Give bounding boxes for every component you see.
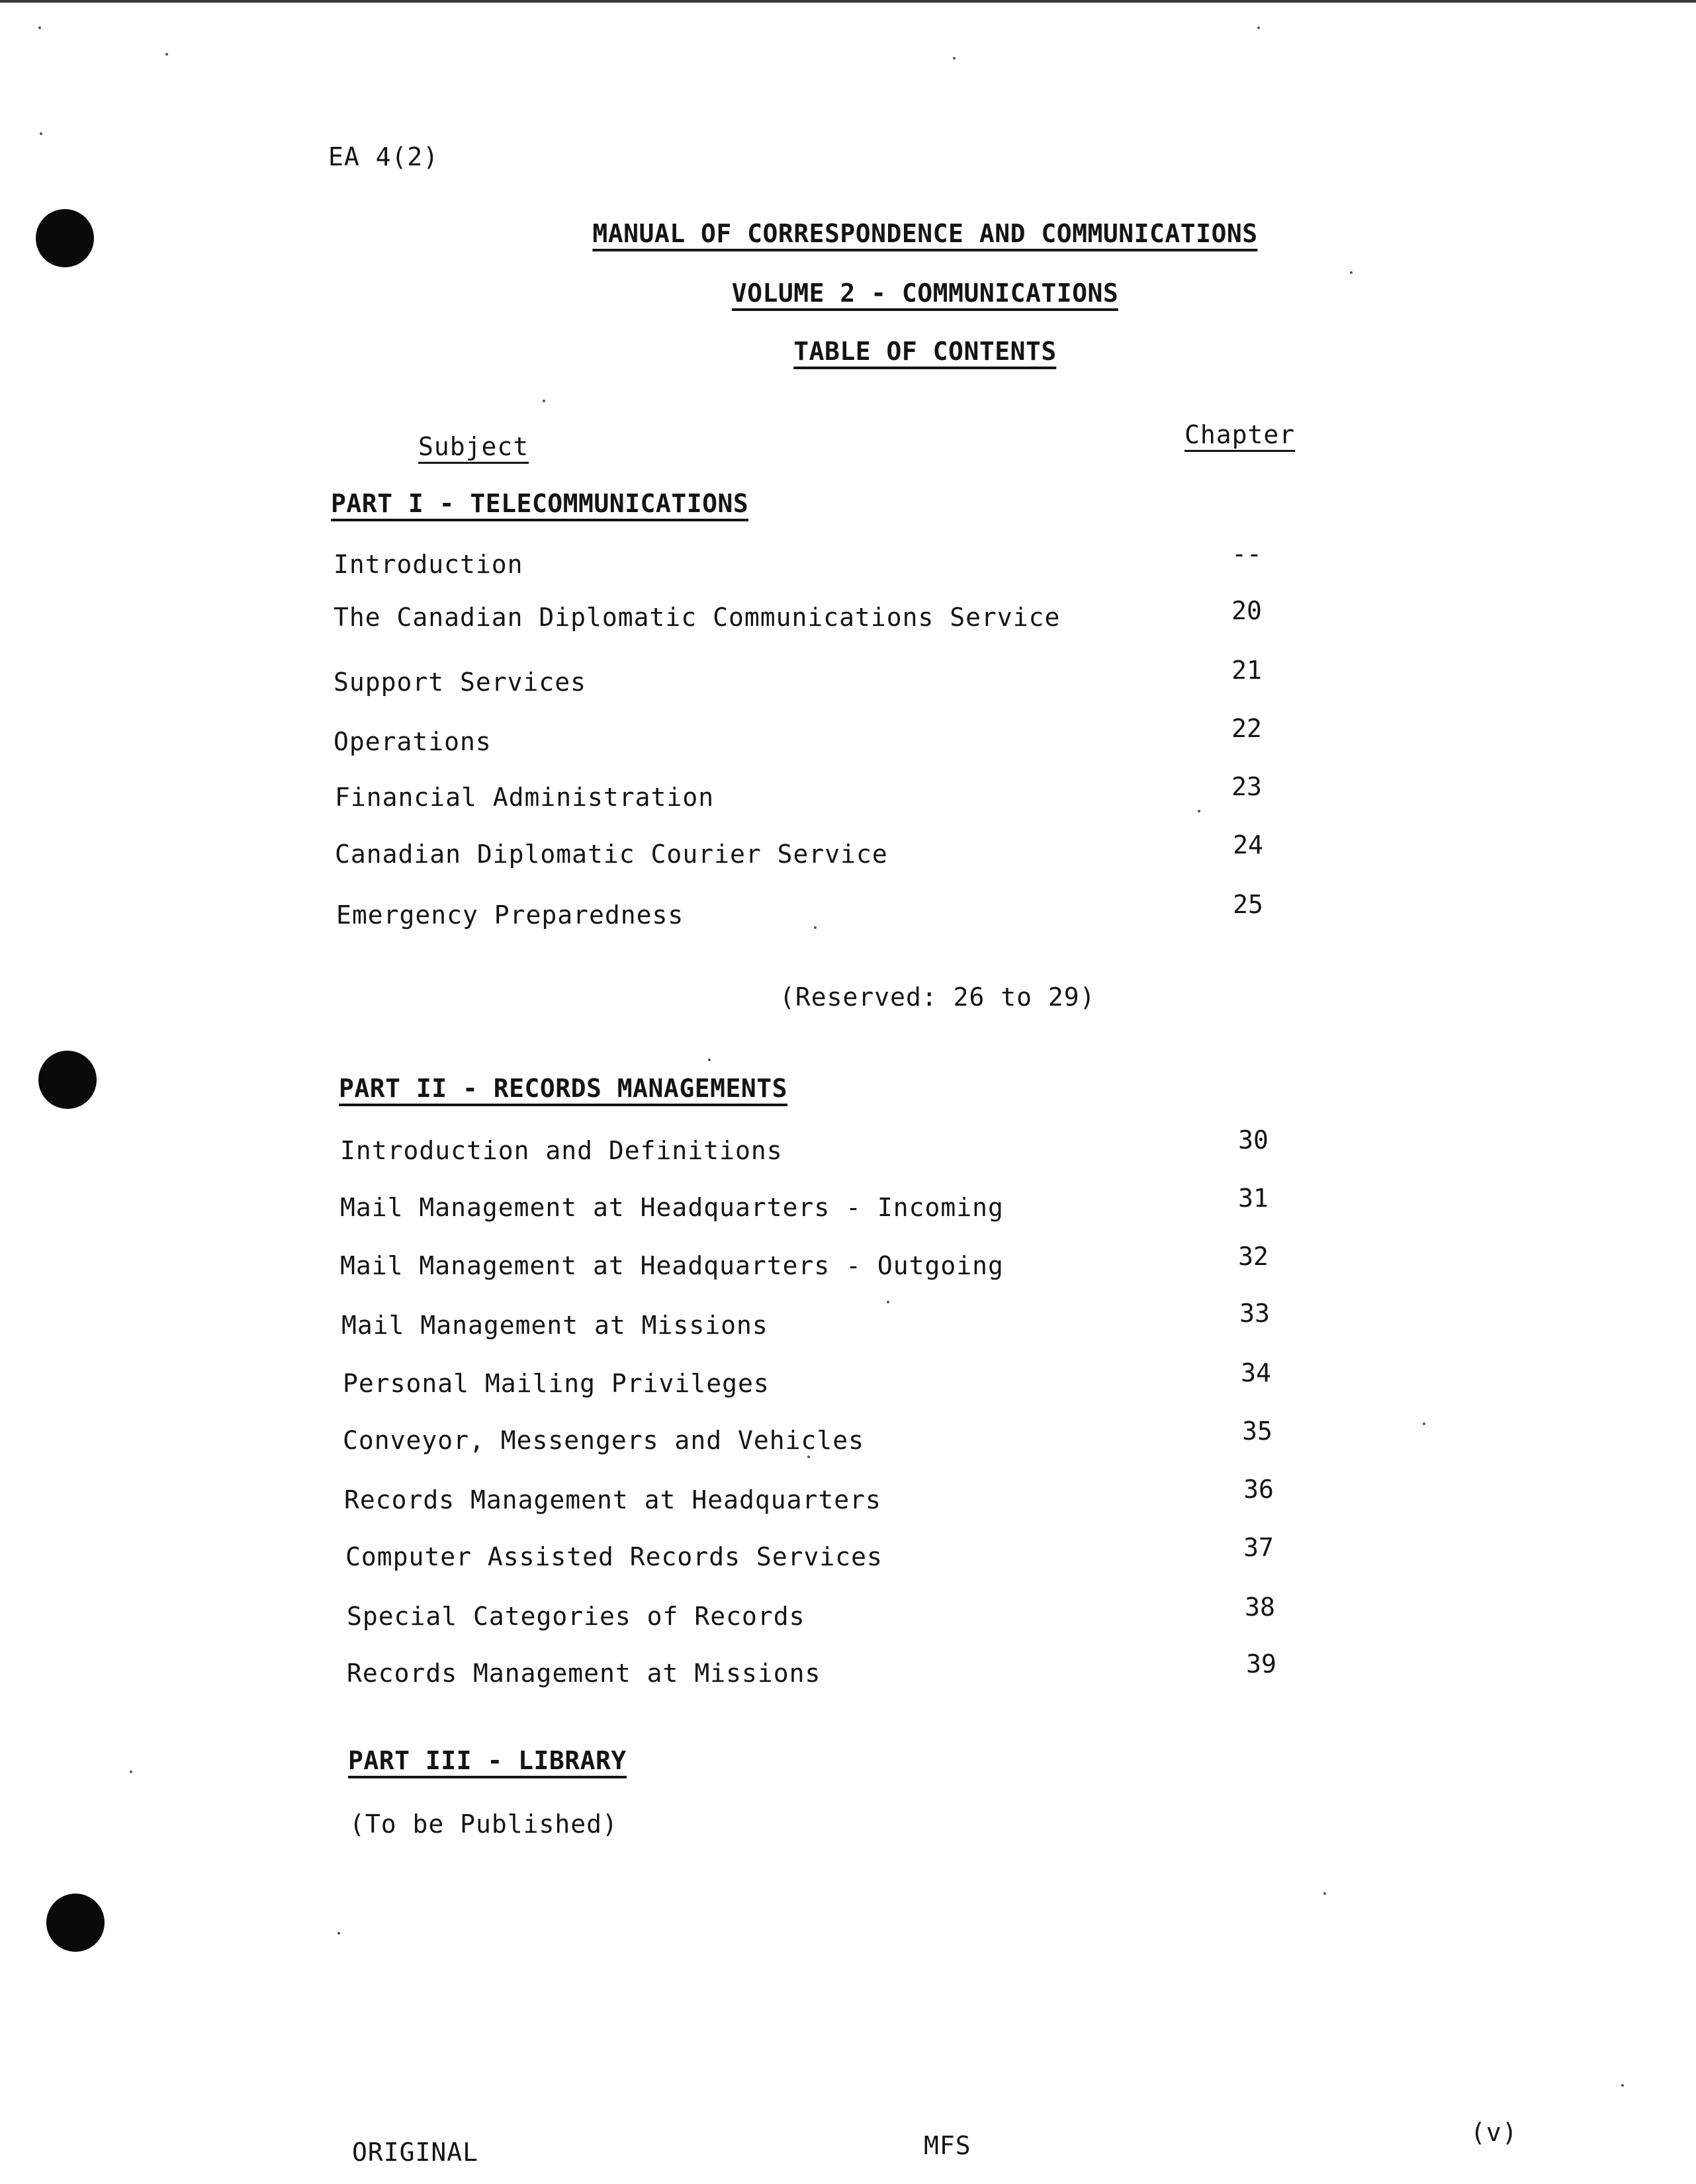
scan-top-edge	[0, 0, 1696, 3]
scan-speck	[38, 26, 41, 29]
toc-entry-subject: Mail Management at Missions	[341, 1311, 768, 1340]
toc-entry-chapter: 23	[1231, 772, 1262, 801]
toc-entry-subject: Personal Mailing Privileges	[343, 1369, 770, 1398]
scan-speck	[1323, 1892, 1326, 1895]
toc-entry-subject: Support Services	[334, 668, 587, 697]
scan-speck	[130, 1770, 132, 1773]
toc-entry-subject: Special Categories of Records	[347, 1602, 805, 1631]
scan-speck	[1621, 2084, 1624, 2087]
part-heading: PART II - RECORDS MANAGEMENTS	[339, 1076, 787, 1106]
toc-entry-chapter: 38	[1245, 1593, 1275, 1622]
scan-speck	[165, 53, 168, 56]
toc-entry-subject: Computer Assisted Records Services	[345, 1542, 883, 1571]
toc-entry-chapter: 37	[1243, 1533, 1274, 1562]
toc-entry-chapter: 31	[1238, 1184, 1269, 1213]
toc-entry-chapter: 39	[1246, 1649, 1276, 1679]
scan-speck	[337, 1932, 340, 1935]
toc-entry-subject: Mail Management at Headquarters - Outgoing	[340, 1251, 1004, 1280]
part-heading: PART III - LIBRARY	[348, 1748, 627, 1778]
toc-entry-chapter: 35	[1242, 1417, 1272, 1446]
scan-speck	[708, 1059, 711, 1061]
footer-mfs: MFS	[924, 2131, 971, 2160]
volume-title: VOLUME 2 - COMMUNICATIONS	[732, 281, 1118, 311]
toc-entry-chapter: 25	[1233, 890, 1263, 919]
toc-entry-subject: Conveyor, Messengers and Vehicles	[343, 1426, 864, 1455]
scan-speck	[40, 132, 42, 135]
chapter-column-header: Chapter	[1184, 422, 1295, 452]
part-heading: PART I - TELECOMMUNICATIONS	[331, 491, 748, 521]
toc-entry-chapter: 34	[1241, 1358, 1271, 1387]
scan-speck	[1350, 271, 1353, 274]
subject-column-header: Subject	[418, 434, 529, 464]
toc-entry-chapter: 21	[1231, 656, 1262, 685]
toc-entry-subject: Introduction and Definitions	[340, 1136, 783, 1165]
punch-hole-bottom	[46, 1894, 105, 1952]
toc-entry-chapter: 30	[1238, 1125, 1269, 1155]
toc-entry-chapter: 22	[1231, 714, 1262, 743]
scan-speck	[887, 1301, 889, 1303]
toc-entry-chapter: 36	[1243, 1475, 1274, 1504]
toc-entry-subject: Operations	[334, 727, 492, 756]
publication-note: (To be Published)	[349, 1810, 618, 1839]
toc-entry-chapter: 24	[1233, 830, 1263, 859]
reserved-note: (Reserved: 26 to 29)	[780, 983, 1096, 1012]
toc-entry-subject: Financial Administration	[335, 783, 715, 812]
toc-heading: TABLE OF CONTENTS	[793, 339, 1056, 369]
scan-speck	[814, 926, 817, 929]
footer-original: ORIGINAL	[352, 2138, 479, 2167]
toc-entry-subject: Mail Management at Headquarters - Incoming	[340, 1193, 1004, 1222]
scan-speck	[543, 400, 545, 402]
toc-entry-chapter: 20	[1231, 596, 1262, 625]
scan-speck	[1423, 1422, 1425, 1425]
toc-entry-subject: The Canadian Diplomatic Communications Service	[334, 603, 1061, 632]
toc-entry-chapter: 33	[1239, 1299, 1270, 1328]
punch-hole-middle	[38, 1051, 97, 1109]
document-code: EA 4(2)	[328, 142, 439, 171]
scan-speck	[953, 57, 956, 60]
punch-hole-top	[36, 209, 94, 267]
toc-entry-subject: Emergency Preparedness	[336, 900, 684, 930]
toc-entry-subject: Canadian Diplomatic Courier Service	[335, 840, 888, 869]
toc-entry-chapter: 32	[1238, 1242, 1269, 1271]
toc-entry-subject: Introduction	[334, 550, 523, 579]
toc-entry-subject: Records Management at Missions	[347, 1659, 821, 1688]
manual-title: MANUAL OF CORRESPONDENCE AND COMMUNICATIONS	[592, 221, 1257, 251]
toc-entry-chapter: --	[1231, 539, 1262, 568]
scan-speck	[1257, 26, 1260, 29]
toc-entry-subject: Records Management at Headquarters	[344, 1485, 881, 1514]
page-number: (v)	[1470, 2118, 1518, 2147]
scan-speck	[807, 1456, 810, 1458]
scan-speck	[1198, 810, 1200, 812]
